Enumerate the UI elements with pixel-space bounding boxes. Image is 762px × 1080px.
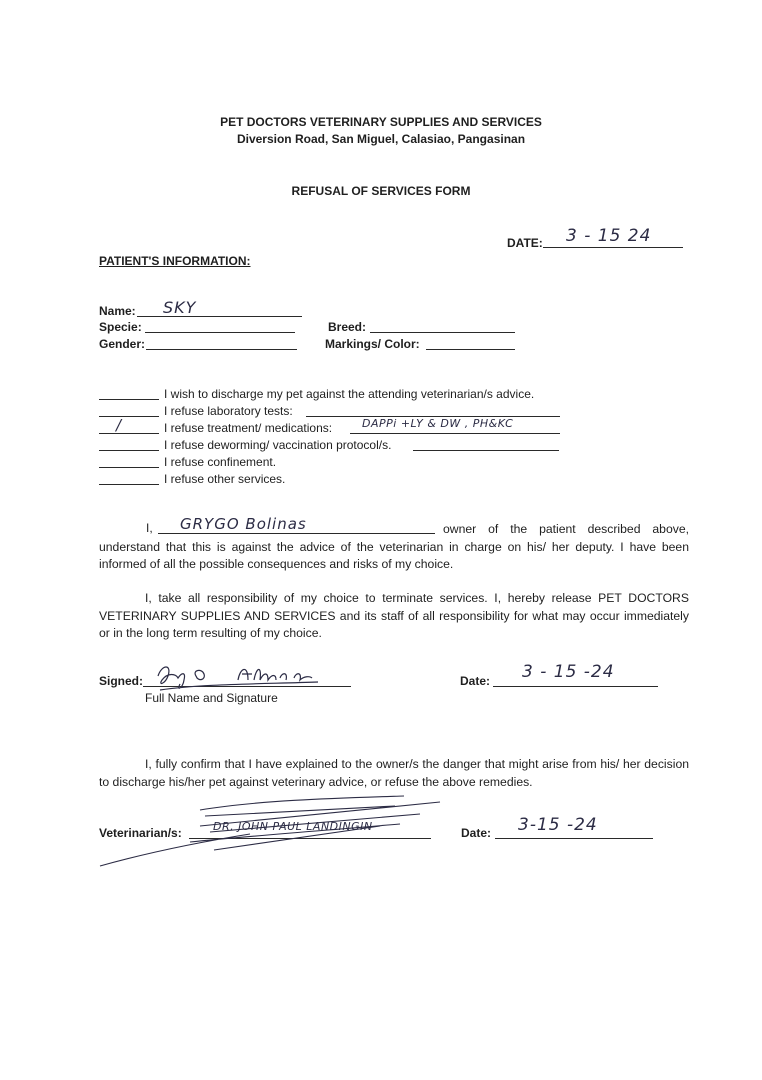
- specie-label: Specie:: [99, 320, 142, 334]
- company-address: Diversion Road, San Miguel, Calasiao, Pangasinan: [236, 132, 526, 146]
- veterinarian-label: Veterinarian/s:: [99, 826, 182, 840]
- markings-label: Markings/ Color:: [325, 337, 420, 351]
- name-value: SKY: [163, 298, 197, 317]
- signed-label: Signed:: [99, 674, 143, 688]
- option-text: I refuse laboratory tests:: [164, 404, 293, 418]
- vet-date-label: Date:: [461, 826, 492, 840]
- gender-label: Gender:: [99, 337, 146, 351]
- option-check-mark: /: [116, 416, 123, 434]
- option-text: I refuse confinement.: [164, 455, 277, 469]
- statement2-text: I, take all responsibility of my choice to terminate services. I, hereby release PET DOCTORS VETERINARY SUPPLIES AND SERVICES and its staff of all responsibility for what may occur immediately or in the long term resulting of my choice.: [99, 591, 689, 641]
- option-text: I refuse treatment/ medications:: [164, 421, 333, 435]
- vet-date-value: 3-15 -24: [518, 815, 598, 835]
- breed-label: Breed:: [328, 320, 367, 334]
- statement3-text: I, fully confirm that I have explained to the owner/s the danger that might arise from his/ her decision to discharge his/her pet against veterinary advice, or refuse the above remedies.: [99, 757, 689, 789]
- vet-date-line: [495, 838, 653, 839]
- owner-name-written: GRYGO Bolinas: [180, 515, 307, 533]
- option-text: I wish to discharge my pet against the attending veterinarian/s advice.: [164, 387, 535, 401]
- medications-written: DAPPi +LY & DW , PH&KC: [362, 417, 514, 430]
- owner-date-value: 3 - 15 -24: [522, 662, 615, 682]
- veterinarian-name-written: DR. JOHN PAUL LANDINGIN: [213, 820, 373, 833]
- company-name: PET DOCTORS VETERINARY SUPPLIES AND SERVICES: [220, 115, 542, 129]
- option-text: I refuse deworming/ vaccination protocol/s.: [164, 438, 392, 452]
- statement1-prefix: I,: [146, 521, 153, 535]
- owner-date-label: Date:: [460, 674, 491, 688]
- statement1-text: owner of the patient described above, understand that this is against the advice of the veterinarian in charge on his/ her deputy. I have been informed of all the possible consequences and risks of my choice.: [99, 522, 689, 572]
- name-label: Name:: [99, 304, 136, 318]
- patient-section-title: PATIENT'S INFORMATION:: [99, 254, 251, 268]
- signature-caption: Full Name and Signature: [145, 691, 278, 705]
- form-title: REFUSAL OF SERVICES FORM: [291, 184, 471, 198]
- date-value: 3 - 15 24: [566, 226, 652, 246]
- option-text: I refuse other services.: [164, 472, 286, 486]
- date-label: DATE:: [507, 236, 543, 250]
